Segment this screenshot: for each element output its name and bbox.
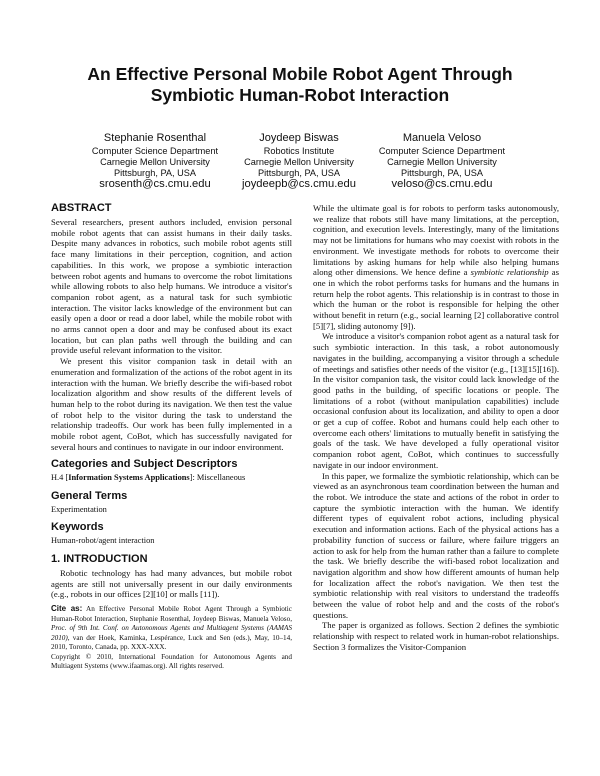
keywords-text: Human-robot/agent interaction <box>51 536 155 546</box>
abstract-paragraph-1: Several researchers, present authors included, envision personal mobile robot agents that can assist humans in their daily tasks. Despite many advances in robotics, such mobile robot agents still face many limitations in their perception, cognition, and action capabilities. In this work, we propose a symbiotic interaction between robot agents and humans to overcome the robot limitations while allowing robots to also help humans. We introduce a visitor's companion robot agent, as a natural task for such symbiotic interaction. The visitor lacks knowledge of the environment but can easily open a door or read a door label, while the mobile robot with no arms cannot open a door and may be confused about its exact location, but can plan paths well through the building and can provide useful relevant information to the visitor. <box>51 217 292 356</box>
categories-heading: Categories and Subject Descriptors <box>51 458 238 471</box>
author-institution: Carnegie Mellon University <box>387 156 497 167</box>
title-line-2: Symbiotic Human-Robot Interaction <box>150 85 450 105</box>
emphasis-term: symbiotic relationship <box>470 267 549 278</box>
general-terms-heading: General Terms <box>51 489 128 502</box>
intro-text-cont: as one in which the robot performs tasks for humans and the humans in return help the robot agents. This relationship is in contrast to those in which the human or the robot is responsible for helping the other without benefit in return (e.g., social learning [2] collaborative control [5][7], sliding autonomy [9]). <box>313 267 559 331</box>
author-name: Stephanie Rosenthal <box>103 132 207 144</box>
author-email: joydeepb@cs.cmu.edu <box>242 178 356 191</box>
citation-block <box>51 604 292 672</box>
author-institution: Carnegie Mellon University <box>100 156 210 167</box>
copyright-notice: Copyright © 2010, International Foundation for Autonomous Agents and Multiagent Systems (www.ifaamas.org). All rights reserved. <box>51 652 292 671</box>
categories-text <box>51 473 292 484</box>
citation-proceedings: Proc. of 9th Int. Conf. on Autonomous Agents and Multiagent Systems (AAMAS 2010) <box>51 624 292 642</box>
title-line-1: An Effective Personal Mobile Robot Agent Through <box>87 64 513 84</box>
left-column <box>51 202 292 672</box>
author-name: Joydeep Biswas <box>259 132 339 144</box>
general-terms-text: Experimentation <box>51 504 107 514</box>
right-column <box>313 203 559 653</box>
intro-paragraph-3: We introduce a visitor's companion robot agent as a natural task for such symbiotic interaction. In this task, a robot autonomously navigates in the building, accompanying a visitor through a schedule of meetings and satisfies other needs of the visitor (e.g., [13][15][16]). In the visitor companion task, the visitor could lack knowledge of the good paths in the building, of specific locations or people. The limitations of a robot (without manipulation capabilities) include occasional confusion about its localization, and ability to open a door or get a cup of coffee. Robot and humans could help each other to overcome each others' limitations to mutually benefit in satisfying the goals of the task. We have developed a fully operational visitor companion robot agent, CoBot, which continues to successfully navigate in our indoor environment. <box>313 331 559 470</box>
author-affiliation: Computer Science Department <box>91 146 219 156</box>
introduction-heading: 1. INTRODUCTION <box>51 552 148 565</box>
category-code: H.4 [ <box>51 473 69 483</box>
citation-text: An Effective Personal Mobile Robot Agent Through a Symbiotic Human-Robot Interaction, Stephanie Rosenthal, Joydeep Biswas, Manuela Veloso, <box>51 605 292 623</box>
abstract-paragraph-2: We present this visitor companion task in detail with an enumeration and formalization of the actions of the robot agent in its interaction with the human. We briefly describe the wifi-based robot localization algorithm and show results of the different levels of human help to the robot during its navigation. We then test the value of robot help to the visitor during the task to understand the relationship tradeoffs. Our work has been fully implemented in a mobile robot agent, CoBot, which has successfully navigated for several hours and continues to navigate in our indoor environment. <box>51 356 292 452</box>
author-location: Pittsburgh, PA, USA <box>113 167 197 178</box>
citation-editors: , van der Hoek, Kaminka, Lespérance, Luck and Sen (eds.), May, 10–14, 2010, Toronto, Canada, pp. XXX-XXX. <box>51 633 292 652</box>
author-name: Manuela Veloso <box>402 132 482 144</box>
author-email: srosenth@cs.cmu.edu <box>99 178 211 191</box>
author-institution: Carnegie Mellon University <box>244 156 354 167</box>
author-location: Pittsburgh, PA, USA <box>257 167 341 178</box>
category-rest: ]: Miscellaneous <box>189 473 246 483</box>
intro-paragraph-2 <box>313 203 559 331</box>
author-block-3 <box>357 132 527 191</box>
author-location: Pittsburgh, PA, USA <box>400 167 484 178</box>
author-affiliation: Robotics Institute <box>263 146 335 156</box>
introduction-paragraph-1: Robotic technology has had many advances, but mobile robot agents are still not universally present in our daily environments (e.g., robots in our offices [2][10] or malls [11]). <box>51 567 292 600</box>
intro-text: While the ultimate goal is for robots to perform tasks autonomously, we realize that robots still have many limitations, at the perception, cognition, and execution levels. Interestingly, many of the limitations may not be limitations for humans who may coexist with robots in the environment. We investigate methods for robots to overcome their limitations by asking humans for help while also helping humans along other dimensions. We hence define a <box>313 203 559 278</box>
citation-label: Cite as: <box>51 604 83 614</box>
category-name: Information Systems Applications <box>68 473 190 483</box>
intro-paragraph-4: In this paper, we formalize the symbiotic relationship, which can be viewed as an asynchronous team coordination between the human and the robot. We introduce the state and actions of the robot in order to capture the symbiotic interaction with the human. We identify different types of equivalent robot actions, including physical execution and information actions. Each of the physical actions has a probability function of success or failure, where failure triggers an action to ask for help from the human rather than a failure to complete the task. We briefly describe the wifi-based robot localization and navigation algorithm and show how different amounts of human help for localization affect the robot's navigation. We then test the symbiotic relationship with real visitors to understand the tradeoffs between the value of robot help and and the costs of the robot's questions. <box>313 470 559 620</box>
author-email: veloso@cs.cmu.edu <box>391 178 493 191</box>
intro-paragraph-5: The paper is organized as follows. Section 2 defines the symbiotic relationship with respect to related work in human-robot relationships. Section 3 formalizes the Visitor-Companion <box>313 620 559 652</box>
paper-title <box>40 64 560 106</box>
keywords-heading: Keywords <box>51 521 104 534</box>
abstract-heading: ABSTRACT <box>51 202 112 214</box>
author-affiliation: Computer Science Department <box>378 146 506 156</box>
